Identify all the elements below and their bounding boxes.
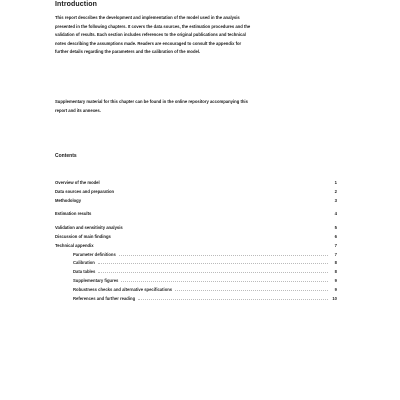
toc-entry-label: Parameter definitions	[73, 251, 116, 257]
toc-entry-page: 9	[334, 277, 337, 283]
toc-leader-dots	[84, 196, 328, 202]
toc-entry-page: 6	[334, 233, 337, 239]
toc-entry-page: 2	[334, 188, 337, 194]
toc-entry-page: 8	[334, 269, 337, 275]
toc-entry-page: 3	[334, 197, 337, 203]
toc-entry-page: 9	[334, 286, 337, 292]
toc-leader-dots	[121, 276, 328, 282]
toc-entry[interactable]	[55, 232, 337, 241]
toc-leader-dots	[119, 250, 328, 256]
toc-entry-label: Data sources and preparation	[55, 188, 115, 194]
toc-entry[interactable]	[55, 241, 337, 250]
toc-entry-label: Discussion of main findings	[55, 233, 111, 239]
toc-entry-page: 8	[334, 260, 337, 266]
intro-line: validation of results. Each section includes references to the original publications and technical	[55, 32, 246, 38]
toc-entry-label: Data tables	[73, 269, 96, 275]
toc-leader-dots	[175, 285, 328, 291]
toc-entry[interactable]	[55, 196, 337, 205]
toc-entry-page: 7	[334, 242, 337, 248]
toc-entry-label: Robustness checks and alternative specifications	[73, 286, 173, 292]
intro-paragraph	[55, 14, 345, 57]
toc-title: Contents	[55, 153, 77, 159]
toc-entry[interactable]	[55, 258, 337, 267]
toc-leader-dots	[103, 178, 328, 184]
toc-entry-label: Calibration	[73, 260, 95, 266]
toc-entry-page: 7	[334, 251, 337, 257]
toc-entry-page: 10	[332, 295, 337, 301]
toc-leader-dots	[97, 241, 328, 247]
toc-leader-dots	[126, 223, 328, 229]
toc-leader-dots	[114, 232, 328, 238]
toc-entry-label: Estimation results	[55, 211, 92, 217]
toc-entry[interactable]	[55, 223, 337, 232]
toc-entry[interactable]	[55, 187, 337, 196]
note-paragraph	[55, 98, 345, 115]
toc-entry[interactable]	[55, 285, 337, 294]
toc-leader-dots	[94, 209, 328, 215]
toc-entry[interactable]	[55, 178, 337, 187]
note-line: Supplementary material for this chapter can be found in the online repository accompanying this	[55, 99, 248, 104]
intro-line: further details regarding the parameters and the calibration of the model.	[55, 49, 201, 55]
toc-entry-page: 4	[334, 211, 337, 217]
toc-entry-label: Validation and sensitivity analysis	[55, 225, 123, 231]
toc-entry-label: Overview of the model	[55, 180, 100, 185]
toc-leader-dots	[117, 187, 328, 193]
toc-leader-dots	[98, 267, 328, 273]
document-body	[55, 0, 345, 400]
note-line: report and its annexes.	[55, 107, 101, 113]
toc-entry-label: Technical appendix	[55, 242, 94, 248]
toc-entry-label: Methodology	[55, 197, 82, 203]
toc-leader-dots	[98, 258, 328, 264]
toc-entry[interactable]	[55, 250, 337, 259]
intro-line: notes describing the assumptions made. Readers are encouraged to consult the appendix for	[55, 40, 242, 46]
toc-entry-label: References and further reading	[73, 295, 136, 301]
toc-entry[interactable]	[55, 267, 337, 276]
toc-entry-page: 5	[334, 225, 337, 231]
toc-leader-dots	[138, 294, 328, 300]
toc-entry[interactable]	[55, 294, 337, 303]
toc-entry-label: Supplementary figures	[73, 277, 119, 283]
intro-line: presented in the following chapters. It covers the data sources, the estimation procedures and the	[55, 23, 251, 29]
table-of-contents	[55, 178, 337, 302]
toc-entry-page: 1	[334, 180, 337, 185]
toc-entry[interactable]	[55, 209, 337, 218]
intro-line: This report describes the development and implementation of the model used in the analysis	[55, 15, 240, 20]
section-heading: Introduction	[55, 1, 98, 8]
toc-entry[interactable]	[55, 276, 337, 285]
